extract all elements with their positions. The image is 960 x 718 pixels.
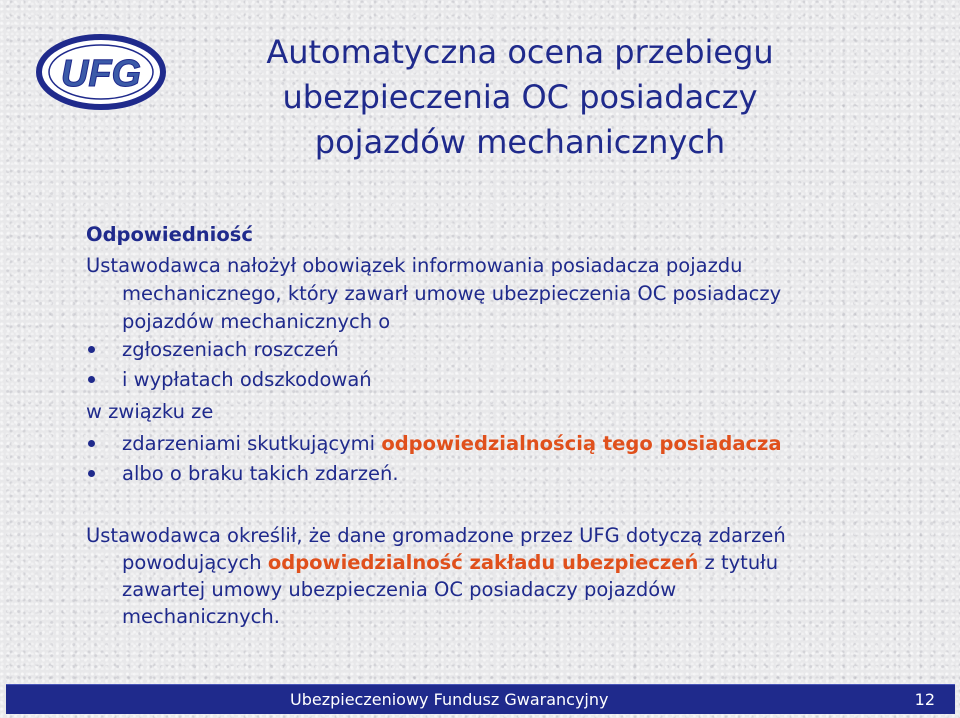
bullet-icon bbox=[88, 346, 95, 353]
section-heading: Odpowiedniość bbox=[86, 223, 253, 246]
title-line-1: Automatyczna ocena przebiegu bbox=[266, 33, 774, 71]
para2-line-3: zawartej umowy ubezpieczenia OC posiadaczy pojazdów bbox=[122, 578, 677, 601]
footer-bar bbox=[6, 684, 955, 714]
title-line-3: pojazdów mechanicznych bbox=[314, 123, 726, 161]
para2-line-1: Ustawodawca określił, że dane gromadzone przez UFG dotyczą zdarzeń bbox=[86, 524, 786, 547]
page-number: 12 bbox=[914, 690, 935, 709]
slide-title bbox=[240, 30, 800, 165]
para1-line-2: mechanicznego, który zawarł umowę ubezpieczenia OC posiadaczy bbox=[122, 282, 782, 305]
highlight-text: odpowiedzialność zakładu ubezpieczeń bbox=[267, 551, 699, 574]
bullet-item-1: zgłoszeniach roszczeń bbox=[122, 338, 339, 361]
title-line-2: ubezpieczenia OC posiadaczy bbox=[282, 78, 758, 116]
bullet-item-3 bbox=[122, 432, 782, 456]
svg-text:UFG: UFG bbox=[60, 53, 142, 95]
ufg-logo bbox=[36, 34, 166, 110]
para2-line-4: mechanicznych. bbox=[122, 605, 280, 628]
bullet-icon bbox=[88, 376, 95, 383]
highlight-text: odpowiedzialnością tego posiadacza bbox=[381, 432, 782, 455]
connector-text: w związku ze bbox=[86, 400, 214, 423]
bullet-icon bbox=[88, 440, 95, 447]
bullet-item-2: i wypłatach odszkodowań bbox=[122, 368, 372, 391]
para1-line-3: pojazdów mechanicznych o bbox=[122, 310, 391, 333]
bullet-item-4: albo o braku takich zdarzeń. bbox=[122, 462, 399, 485]
bullet-item-3-text: zdarzeniami skutkującymi bbox=[122, 432, 382, 455]
footer-organization: Ubezpieczeniowy Fundusz Gwarancyjny bbox=[290, 690, 609, 709]
bullet-icon bbox=[88, 470, 95, 477]
para2-line-2-post: z tytułu bbox=[698, 551, 779, 574]
para2-line-2-pre: powodujących bbox=[122, 551, 268, 574]
para1-line-1: Ustawodawca nałożył obowiązek informowania posiadacza pojazdu bbox=[86, 254, 743, 277]
para2-line-2 bbox=[122, 551, 778, 575]
